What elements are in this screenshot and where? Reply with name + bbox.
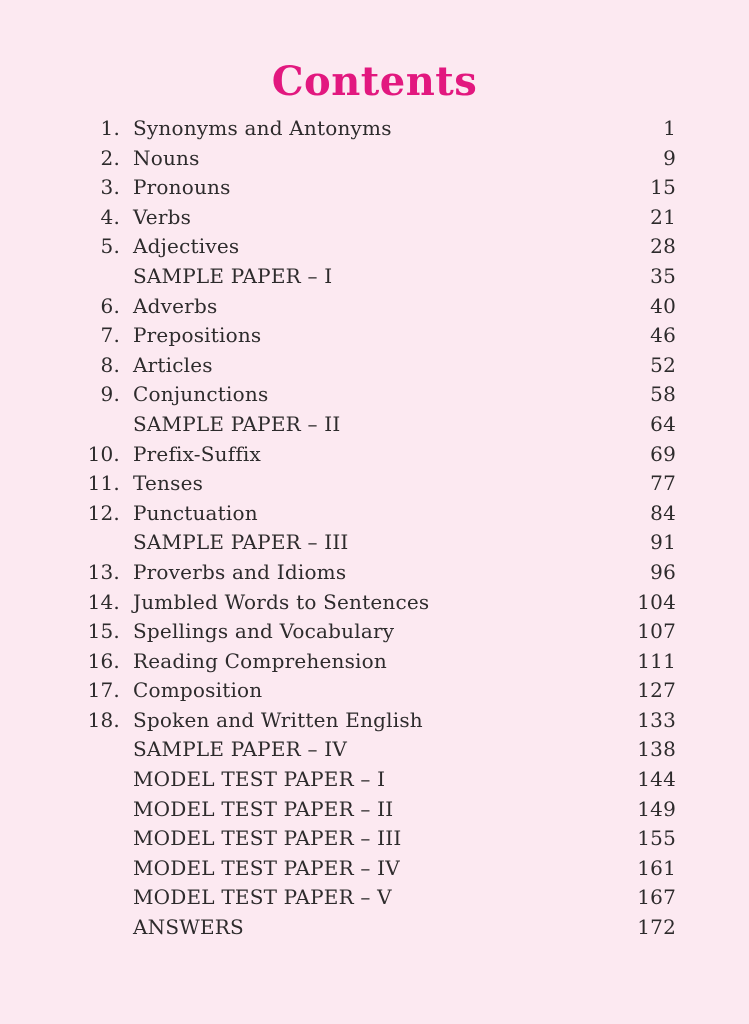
toc-entry-page: 15 [650,175,676,200]
toc-entry-number: 14. [87,589,120,614]
toc-entry-page: 9 [663,145,676,170]
toc-row [84,499,676,529]
toc-entry-title: Punctuation [133,500,258,525]
toc-row [84,824,676,854]
toc-entry-title: MODEL TEST PAPER – IV [133,855,400,880]
toc-entry-title: Articles [133,352,213,377]
toc-row [84,469,676,499]
toc-entry-title: Spoken and Written English [133,707,423,732]
toc-row [84,292,676,322]
toc-row [84,913,676,943]
toc-entry-number: 18. [87,707,120,732]
toc-entry-title: Adjectives [133,234,240,259]
toc-entry-number: 13. [87,559,120,584]
toc-entry-title: Adverbs [133,293,218,318]
toc-entry-title: SAMPLE PAPER – III [133,530,349,555]
toc-row [84,440,676,470]
toc-entry-page: 21 [650,204,676,229]
toc-entry-number: 16. [87,648,120,673]
toc-entry-number: 6. [100,293,120,318]
toc-entry-title: Prepositions [133,323,262,348]
toc-entry-number: 1. [100,116,120,140]
toc-entry-page: 40 [650,293,676,318]
toc-row [84,735,676,765]
toc-entry-page: 155 [637,826,676,851]
toc-entry-title: SAMPLE PAPER – II [133,411,341,436]
toc-row [84,380,676,410]
toc-entry-page: 84 [650,500,676,525]
toc-entry-title: Reading Comprehension [133,648,387,673]
toc-entry-number: 10. [87,441,120,466]
toc-entry-title: Verbs [133,204,192,229]
toc-entry-number: 3. [100,175,120,200]
toc-entry-number: 12. [87,500,120,525]
toc-entry-title: Synonyms and Antonyms [133,116,392,140]
toc-entry-page: 104 [637,589,676,614]
toc-entry-page: 127 [637,678,676,703]
toc-row [84,706,676,736]
toc-entry-title: Pronouns [133,175,231,200]
toc-entry-title: MODEL TEST PAPER – I [133,767,386,792]
toc-row [84,588,676,618]
toc-entry-number: 17. [87,678,120,703]
toc-entry-title: Spellings and Vocabulary [133,619,395,644]
toc-entry-page: 58 [650,382,676,407]
toc-entry-page: 1 [663,116,676,140]
toc-entry-title: Conjunctions [133,382,269,407]
toc-row [84,676,676,706]
toc-entry-page: 96 [650,559,676,584]
toc-entry-number: 7. [100,323,120,348]
toc-row [84,232,676,262]
toc-entry-page: 35 [650,263,676,288]
table-of-contents [84,114,676,943]
toc-entry-page: 64 [650,411,676,436]
toc-entry-title: SAMPLE PAPER – I [133,263,333,288]
toc-entry-title: MODEL TEST PAPER – III [133,826,402,851]
toc-entry-page: 69 [650,441,676,466]
toc-row [84,173,676,203]
toc-entry-title: Prefix-Suffix [133,441,262,466]
toc-row [84,765,676,795]
toc-row [84,262,676,292]
toc-entry-title: Nouns [133,145,200,170]
toc-entry-title: Proverbs and Idioms [133,559,347,584]
toc-row [84,528,676,558]
toc-entry-title: MODEL TEST PAPER – V [133,885,392,910]
toc-entry-number: 15. [87,619,120,644]
toc-entry-number: 4. [100,204,120,229]
toc-entry-page: 91 [650,530,676,555]
toc-row [84,321,676,351]
toc-entry-title: Composition [133,678,263,703]
toc-row [84,203,676,233]
toc-row [84,558,676,588]
toc-row [84,114,676,144]
toc-entry-page: 144 [637,767,676,792]
toc-entry-page: 107 [637,619,676,644]
toc-row [84,351,676,381]
toc-entry-page: 111 [637,648,676,673]
toc-row [84,617,676,647]
toc-entry-title: Tenses [133,471,204,496]
toc-entry-page: 77 [650,471,676,496]
toc-row [84,410,676,440]
toc-entry-page: 138 [637,737,676,762]
page-title: Contents [271,58,478,105]
toc-entry-number: 5. [100,234,120,259]
toc-entry-page: 149 [637,796,676,821]
toc-entry-page: 46 [650,323,676,348]
toc-row [84,795,676,825]
toc-entry-number: 2. [100,145,120,170]
toc-entry-page: 167 [637,885,676,910]
toc-row [84,144,676,174]
toc-entry-page: 28 [650,234,676,259]
toc-row [84,854,676,884]
toc-row [84,883,676,913]
toc-entry-number: 9. [100,382,120,407]
toc-entry-title: MODEL TEST PAPER – II [133,796,394,821]
toc-row [84,647,676,677]
toc-entry-title: Jumbled Words to Sentences [133,589,430,614]
toc-entry-page: 161 [637,855,676,880]
toc-entry-title: SAMPLE PAPER – IV [133,737,347,762]
toc-entry-page: 172 [637,915,676,940]
toc-entry-title: ANSWERS [133,915,244,940]
toc-entry-page: 133 [637,707,676,732]
toc-entry-page: 52 [650,352,676,377]
toc-entry-number: 8. [100,352,120,377]
toc-entry-number: 11. [87,471,120,496]
